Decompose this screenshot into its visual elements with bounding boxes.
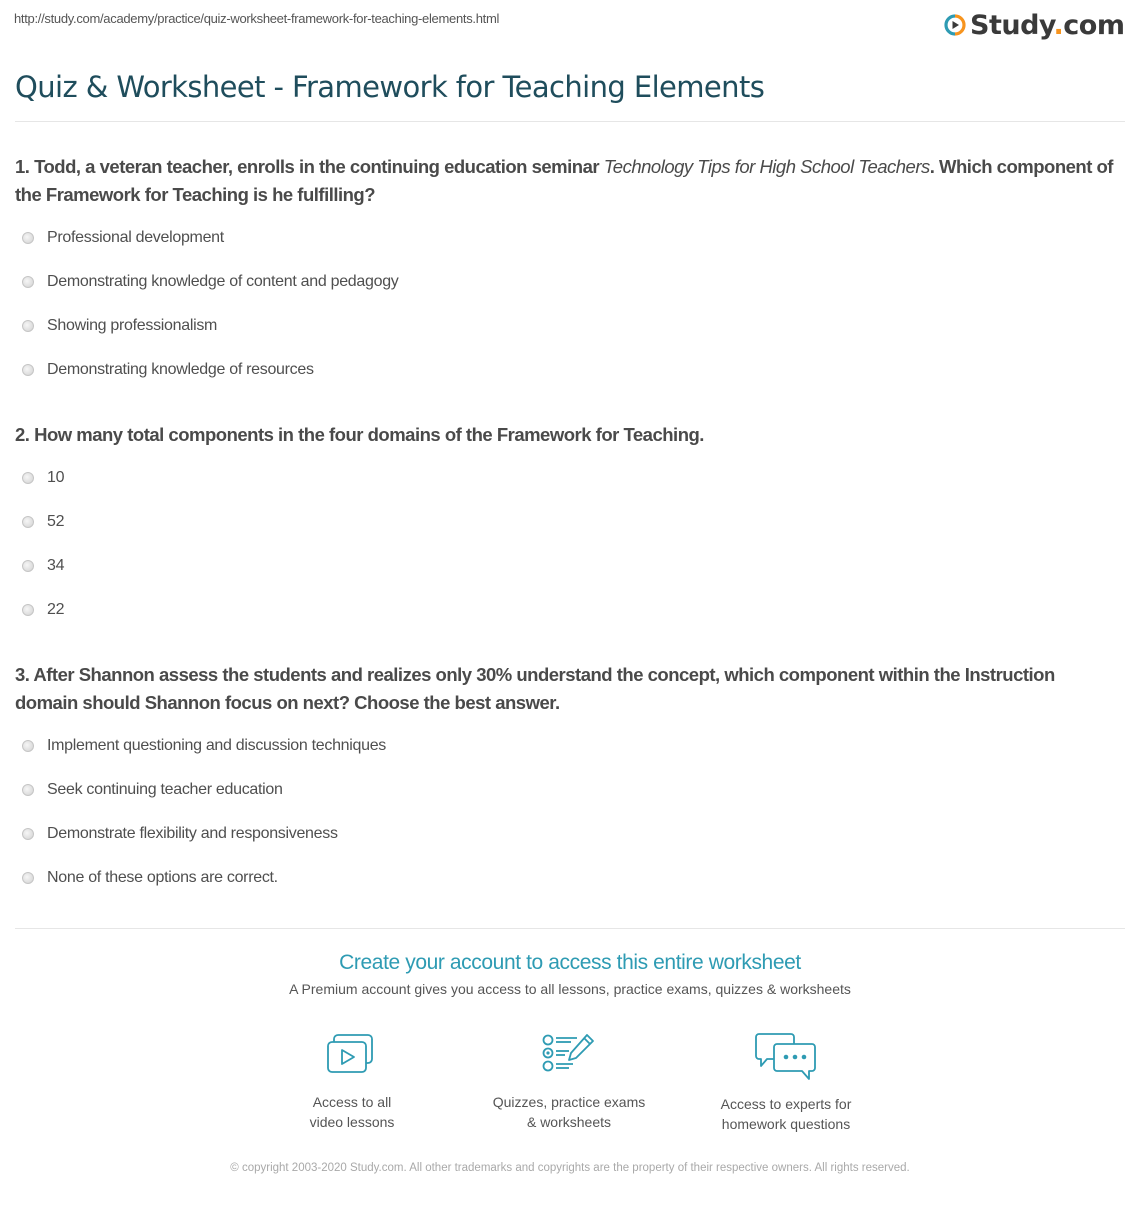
q3-option-4[interactable]: None of these options are correct. [22, 867, 278, 889]
q3-option-1[interactable]: Implement questioning and discussion techniques [22, 735, 386, 757]
radio-button[interactable] [22, 872, 34, 884]
divider [15, 121, 1125, 122]
q2-option-4[interactable]: 22 [22, 599, 64, 621]
play-logo-icon [944, 14, 966, 36]
radio-button[interactable] [22, 320, 34, 332]
radio-button[interactable] [22, 604, 34, 616]
divider [15, 928, 1125, 929]
radio-button[interactable] [22, 472, 34, 484]
feature-quizzes: Quizzes, practice exams & worksheets [479, 1032, 659, 1132]
q1-option-1[interactable]: Professional development [22, 227, 224, 249]
cta-subtitle: A Premium account gives you access to all lessons, practice exams, quizzes & worksheets [289, 981, 851, 997]
question-1: 1. Todd, a veteran teacher, enrolls in the continuing education seminar Technology Tips for High School Teachers. Which component of the Framework for Teaching is he fulfilling? [15, 156, 1113, 205]
radio-button[interactable] [22, 232, 34, 244]
feature-experts: Access to experts for homework questions [696, 1032, 876, 1134]
quiz-checklist-icon [541, 1032, 597, 1080]
study-logo[interactable] [944, 8, 1125, 42]
q1-option-4[interactable]: Demonstrating knowledge of resources [22, 359, 314, 381]
feature-video-lessons: Access to all video lessons [262, 1032, 442, 1132]
page-url: http://study.com/academy/practice/quiz-worksheet-framework-for-teaching-elements.html [14, 11, 500, 26]
radio-button[interactable] [22, 364, 34, 376]
radio-button[interactable] [22, 276, 34, 288]
q3-option-3[interactable]: Demonstrate flexibility and responsiveness [22, 823, 338, 845]
question-3: 3. After Shannon assess the students and realizes only 30% understand the concept, which component within the Instruction domain should Shannon focus on next? Choose the best answer. [15, 664, 1055, 713]
copyright-notice: © copyright 2003-2020 Study.com. All other trademarks and copyrights are the property of their respective owners. All rights reserved. [230, 1162, 910, 1174]
q1-option-3[interactable]: Showing professionalism [22, 315, 217, 337]
q1-option-2[interactable]: Demonstrating knowledge of content and pedagogy [22, 271, 399, 293]
radio-button[interactable] [22, 784, 34, 796]
create-account-link[interactable]: Create your account to access this entire worksheet [339, 951, 801, 974]
radio-button[interactable] [22, 516, 34, 528]
video-lessons-icon [324, 1032, 380, 1080]
radio-button[interactable] [22, 740, 34, 752]
q2-option-3[interactable]: 34 [22, 555, 64, 577]
q2-option-1[interactable]: 10 [22, 467, 64, 489]
logo-text: Study.com [970, 9, 1125, 41]
radio-button[interactable] [22, 560, 34, 572]
chat-bubbles-icon [753, 1032, 819, 1082]
q2-option-2[interactable]: 52 [22, 511, 64, 533]
page-title: Quiz & Worksheet - Framework for Teaching Elements [15, 70, 765, 104]
radio-button[interactable] [22, 828, 34, 840]
q3-option-2[interactable]: Seek continuing teacher education [22, 779, 283, 801]
question-2: 2. How many total components in the four domains of the Framework for Teaching. [15, 424, 704, 445]
